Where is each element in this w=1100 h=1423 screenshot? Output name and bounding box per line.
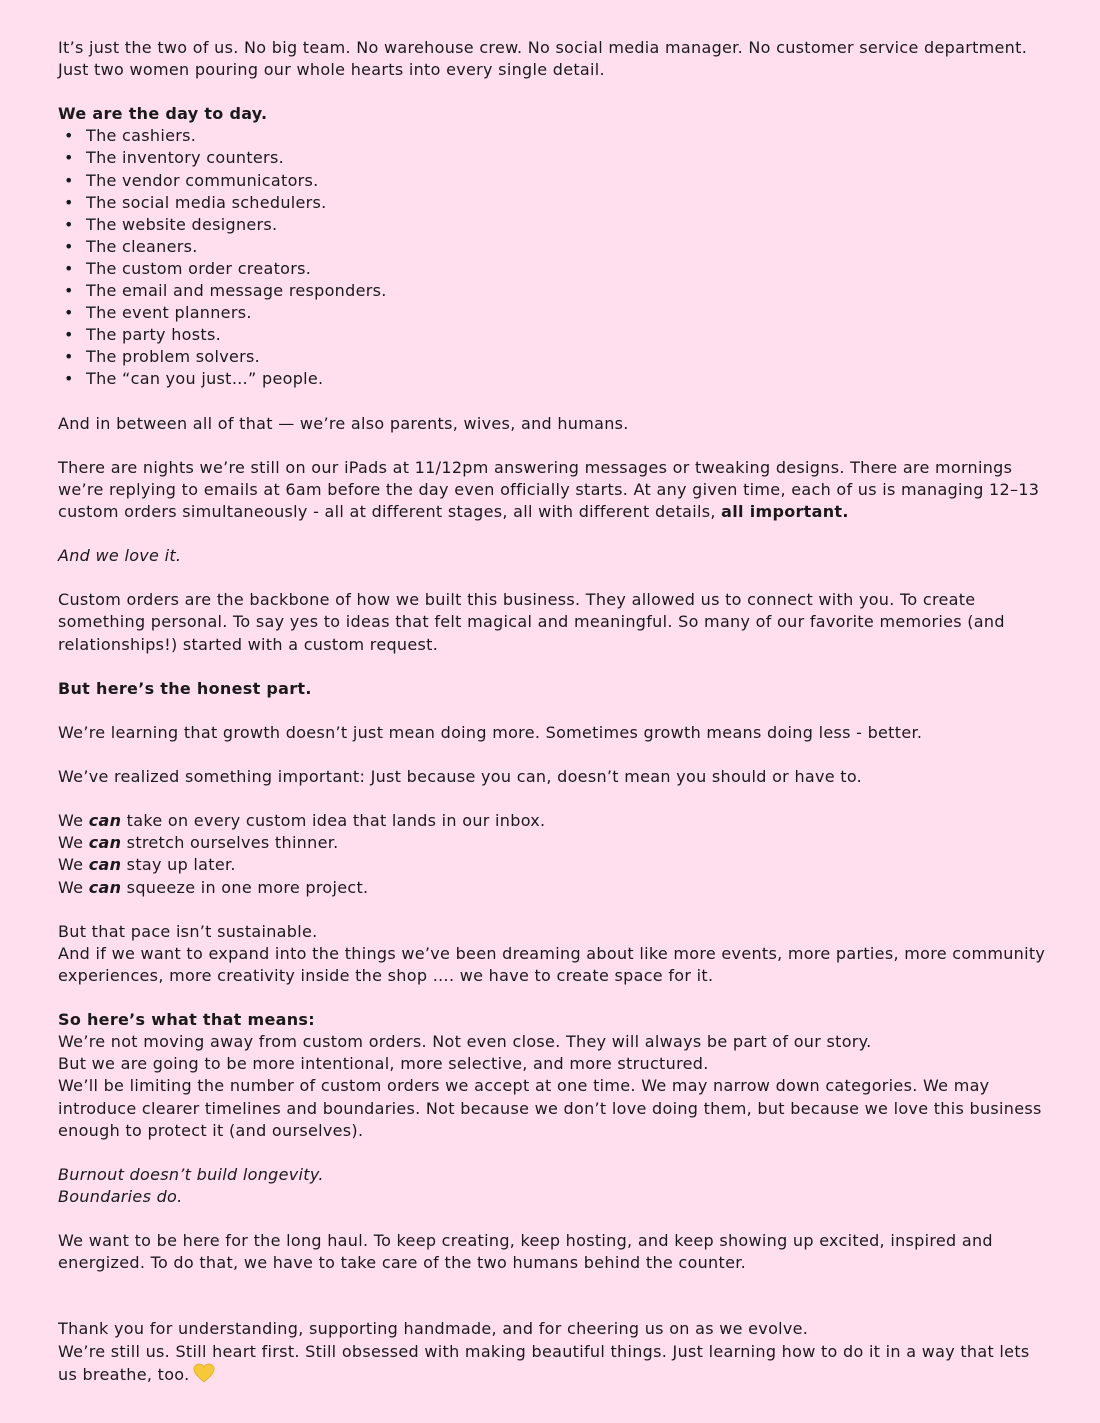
- pace-paragraph: [58, 921, 1048, 987]
- yellow-heart-icon: [193, 1363, 215, 1389]
- burnout-paragraph: [58, 1164, 1048, 1208]
- closing-line: Thank you for understanding, supporting handmade, and for cheering us on as we evolve.: [58, 1319, 809, 1339]
- bullet-icon: •: [64, 281, 74, 301]
- letter: [58, 37, 1048, 1389]
- list-item: • The party hosts.: [58, 324, 1048, 346]
- means-line: We’re not moving away from custom orders. Not even close. They will always be part of our story.: [58, 1032, 872, 1052]
- can-line: We can stretch ourselves thinner.: [58, 833, 339, 853]
- long-haul-paragraph: We want to be here for the long haul. To keep creating, keep hosting, and keep showing up excited, inspired and energized. To do that, we have to take care of the two humans behind the counter.: [58, 1231, 993, 1273]
- list-item: • The cleaners.: [58, 236, 1048, 258]
- can-line: We can take on every custom idea that lands in our inbox.: [58, 811, 546, 831]
- list-item: • The vendor communicators.: [58, 170, 1048, 192]
- means-line: But we are going to be more intentional, more selective, and more structured.: [58, 1054, 709, 1074]
- bullet-icon: •: [64, 148, 74, 168]
- bullet-icon: •: [64, 192, 74, 212]
- list-item: • The “can you just…” people.: [58, 368, 1048, 390]
- list-item: • The custom order creators.: [58, 258, 1048, 280]
- bullet-icon: •: [64, 214, 74, 234]
- closing-paragraph: [58, 1318, 1048, 1388]
- growth-paragraph: We’re learning that growth doesn’t just mean doing more. Sometimes growth means doing less - better.: [58, 722, 923, 742]
- can-emphasis: can: [88, 855, 122, 875]
- bullet-icon: •: [64, 236, 74, 256]
- bullet-icon: •: [64, 126, 74, 146]
- love-it-line: And we love it.: [58, 546, 182, 566]
- intro-paragraph: [58, 37, 1048, 81]
- nights-paragraph: [58, 457, 1048, 523]
- pace-line: And if we want to expand into the things we’ve been dreaming about like more events, more parties, more community experiences, more creativity inside the shop …. we have to create space for it.: [58, 943, 1046, 985]
- list-item: • The cashiers.: [58, 125, 1048, 147]
- burnout-line: Boundaries do.: [58, 1186, 183, 1206]
- bullet-icon: •: [64, 325, 74, 345]
- list-item: • The website designers.: [58, 214, 1048, 236]
- backbone-paragraph: Custom orders are the backbone of how we built this business. They allowed us to connect with you. To create something personal. To say yes to ideas that felt magical and meaningful. So many of our favorite memories (and relationships!) started with a custom request.: [58, 590, 1005, 654]
- nights-emphasis: all important.: [721, 501, 849, 521]
- can-emphasis: can: [88, 811, 122, 831]
- means-line: We’ll be limiting the number of custom orders we accept at one time. We may narrow down categories. We may introduce clearer timelines and boundaries. Not because we don’t love doing them, but because we love this business enough to protect it (and ourselves).: [58, 1076, 1042, 1140]
- list-item: • The problem solvers.: [58, 346, 1048, 368]
- honest-heading: But here’s the honest part.: [58, 678, 312, 698]
- bullet-icon: •: [64, 170, 74, 190]
- list-item: • The social media schedulers.: [58, 192, 1048, 214]
- list-item: • The inventory counters.: [58, 147, 1048, 169]
- can-emphasis: can: [88, 833, 122, 853]
- nights-text: There are nights we’re still on our iPads at 11/12pm answering messages or tweaking designs. There are mornings we’re replying to emails at 6am before the day even officially starts. At any given time, each of us is managing 12–13 custom orders simultaneously - all at different stages, all with different details,: [58, 457, 1040, 521]
- means-section: [58, 1009, 1048, 1142]
- roles-heading: We are the day to day.: [58, 104, 268, 124]
- list-item: • The event planners.: [58, 302, 1048, 324]
- between-paragraph: And in between all of that — we’re also parents, wives, and humans.: [58, 413, 629, 433]
- bullet-icon: •: [64, 258, 74, 278]
- closing-line: We’re still us. Still heart first. Still obsessed with making beautiful things. Just learning how to do it in a way that lets us breathe, too.: [58, 1341, 1030, 1384]
- bullet-icon: •: [64, 303, 74, 323]
- list-item: • The email and message responders.: [58, 280, 1048, 302]
- means-heading: So here’s what that means:: [58, 1010, 315, 1030]
- intro-line: It’s just the two of us. No big team. No warehouse crew. No social media manager. No customer service department.: [58, 38, 1028, 57]
- can-lines: [58, 810, 1048, 898]
- roles-list: [58, 125, 1048, 390]
- burnout-line: Burnout doesn’t build longevity.: [58, 1164, 324, 1184]
- heart-shape: [194, 1364, 214, 1382]
- realized-paragraph: We’ve realized something important: Just because you can, doesn’t mean you should or have to.: [58, 767, 863, 787]
- intro-line: Just two women pouring our whole hearts into every single detail.: [58, 60, 605, 80]
- pace-line: But that pace isn’t sustainable.: [58, 921, 318, 941]
- can-emphasis: can: [88, 877, 122, 897]
- bullet-icon: •: [64, 369, 74, 389]
- bullet-icon: •: [64, 347, 74, 367]
- can-line: We can squeeze in one more project.: [58, 877, 369, 897]
- can-line: We can stay up later.: [58, 855, 236, 875]
